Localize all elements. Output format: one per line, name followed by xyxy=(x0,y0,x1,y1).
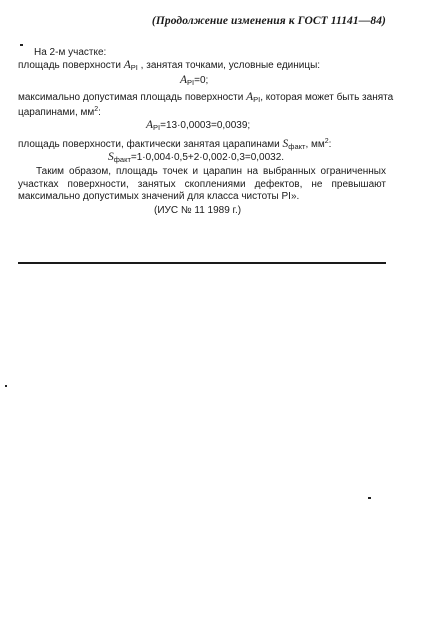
scratches-unit-line xyxy=(18,104,101,119)
scratches-end: : xyxy=(98,107,101,118)
surface-area-line xyxy=(18,59,320,74)
eq2-rhs: =13·0,0003=0,0039; xyxy=(160,120,251,131)
conclusion-paragraph: Таким образом, площадь точек и царапин на выбранных ограниченных участках поверхности, занятых скоплениями дефектов, не превышают максимально допустимых значений для класса чистоты PI». xyxy=(18,166,386,202)
max-area-suffix: , которая может быть занята xyxy=(260,92,394,103)
eq1-symbol: A xyxy=(180,74,188,86)
max-area-subscript: PI xyxy=(253,95,261,104)
scan-speck xyxy=(368,497,371,499)
area-symbol: A xyxy=(123,59,131,71)
scratches-text: царапинами, мм xyxy=(18,107,95,118)
actual-area-prefix: площадь поверхности, фактически занятая царапинами xyxy=(18,139,280,150)
equation-points-area xyxy=(180,74,208,89)
equation-actual-area xyxy=(108,151,284,166)
scan-speck xyxy=(20,44,23,46)
eq2-symbol: A xyxy=(146,119,154,131)
area-subscript: PI xyxy=(130,63,138,72)
actual-area-symbol: S xyxy=(282,138,289,150)
max-area-symbol: A xyxy=(246,91,254,103)
actual-area-subscript: факт xyxy=(288,142,306,151)
horizontal-rule xyxy=(18,262,386,264)
eq3-symbol: S xyxy=(108,151,114,163)
eq1-subscript: PI xyxy=(187,78,195,87)
eq2-subscript: PI xyxy=(153,123,161,132)
actual-area-suffix: , мм xyxy=(305,139,325,150)
section-title: На 2-м участке: xyxy=(34,47,107,58)
surface-area-prefix: площадь поверхности xyxy=(18,60,121,71)
actual-unit-superscript: 2 xyxy=(324,138,329,145)
equation-max-area xyxy=(146,119,250,134)
scan-speck xyxy=(5,385,7,387)
source-reference: (ИУС № 11 1989 г.) xyxy=(154,205,242,216)
eq1-rhs: =0; xyxy=(194,75,209,86)
max-area-prefix: максимально допустимая площадь поверхности xyxy=(18,92,244,103)
eq3-rhs: =1·0,004·0,5+2·0,002·0,3=0,0032. xyxy=(130,152,285,163)
page-header: (Продолжение изменения к ГОСТ 11141—84) xyxy=(151,15,386,27)
unit-superscript: 2 xyxy=(94,106,99,113)
surface-area-suffix: , занятая точками, условные единицы: xyxy=(140,60,321,71)
actual-area-end: : xyxy=(328,139,332,150)
eq3-subscript: факт xyxy=(113,155,131,164)
